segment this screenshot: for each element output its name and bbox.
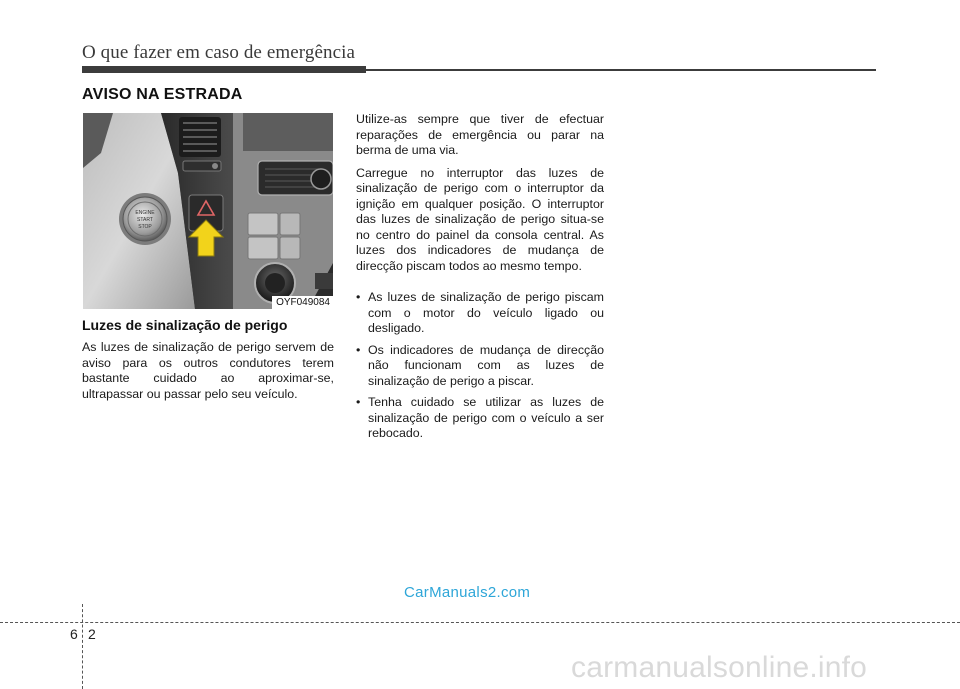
intro-paragraph: As luzes de sinalização de perigo servem de aviso para os outros condutores terem bastante cuidado ao aproximar-se, ultrapassar ou passar pelo seu veículo. (82, 340, 334, 401)
bullet-icon: • (356, 395, 361, 409)
footer-dashed-rule (0, 622, 960, 623)
page-number: 2 (88, 626, 96, 642)
engine-text: ENGINE (135, 210, 155, 216)
bullet-icon: • (356, 290, 361, 304)
carmanuals-watermark-link[interactable]: CarManuals2.com (404, 584, 531, 601)
stop-text: STOP (138, 224, 152, 230)
bullet-icon: • (356, 342, 361, 357)
site-watermark: carmanualsonline.info (571, 651, 868, 684)
list-item (356, 395, 604, 442)
list-item (356, 343, 604, 390)
left-column (82, 317, 334, 402)
list-item-text: Tenha cuidado se utilizar as luzes de sinalização de perigo com o veículo a ser rebocado. (368, 395, 604, 440)
header-rule-thick (82, 66, 366, 73)
page-chapter-number: 6 (70, 626, 78, 642)
start-text: START (137, 217, 153, 223)
hazard-switch-photo (83, 113, 333, 309)
list-item-text: As luzes de sinalização de perigo piscam com o motor do veículo ligado ou desligado. (368, 290, 604, 335)
dashboard-illustration (83, 113, 333, 309)
sub-heading: Luzes de sinalização de perigo (82, 317, 288, 333)
operation-paragraph: Carregue no interruptor das luzes de sinalização de perigo com o interruptor da ignição em qualquer posição. O interruptor das luzes de sinalização de perigo situa-se no centro do painel da consola central. As luzes dos indicadores de mudança de direcção piscam todos ao mesmo tempo. (356, 165, 604, 273)
notes-list (356, 290, 604, 442)
usage-paragraph: Utilize-as sempre que tiver de efectuar reparações de emergência ou parar na berma de uma via. (356, 112, 604, 157)
figure-code: OYF049084 (272, 296, 333, 309)
header-rule-thin (366, 69, 876, 71)
chapter-title: O que fazer em caso de emergência (82, 42, 356, 63)
list-item (356, 290, 604, 337)
section-heading: AVISO NA ESTRADA (82, 86, 243, 103)
footer-vertical-rule (82, 604, 83, 689)
list-item-text: Os indicadores de mudança de direcção não funcionam com as luzes de sinalização de perigo a piscar. (368, 342, 604, 388)
right-column (356, 112, 604, 448)
